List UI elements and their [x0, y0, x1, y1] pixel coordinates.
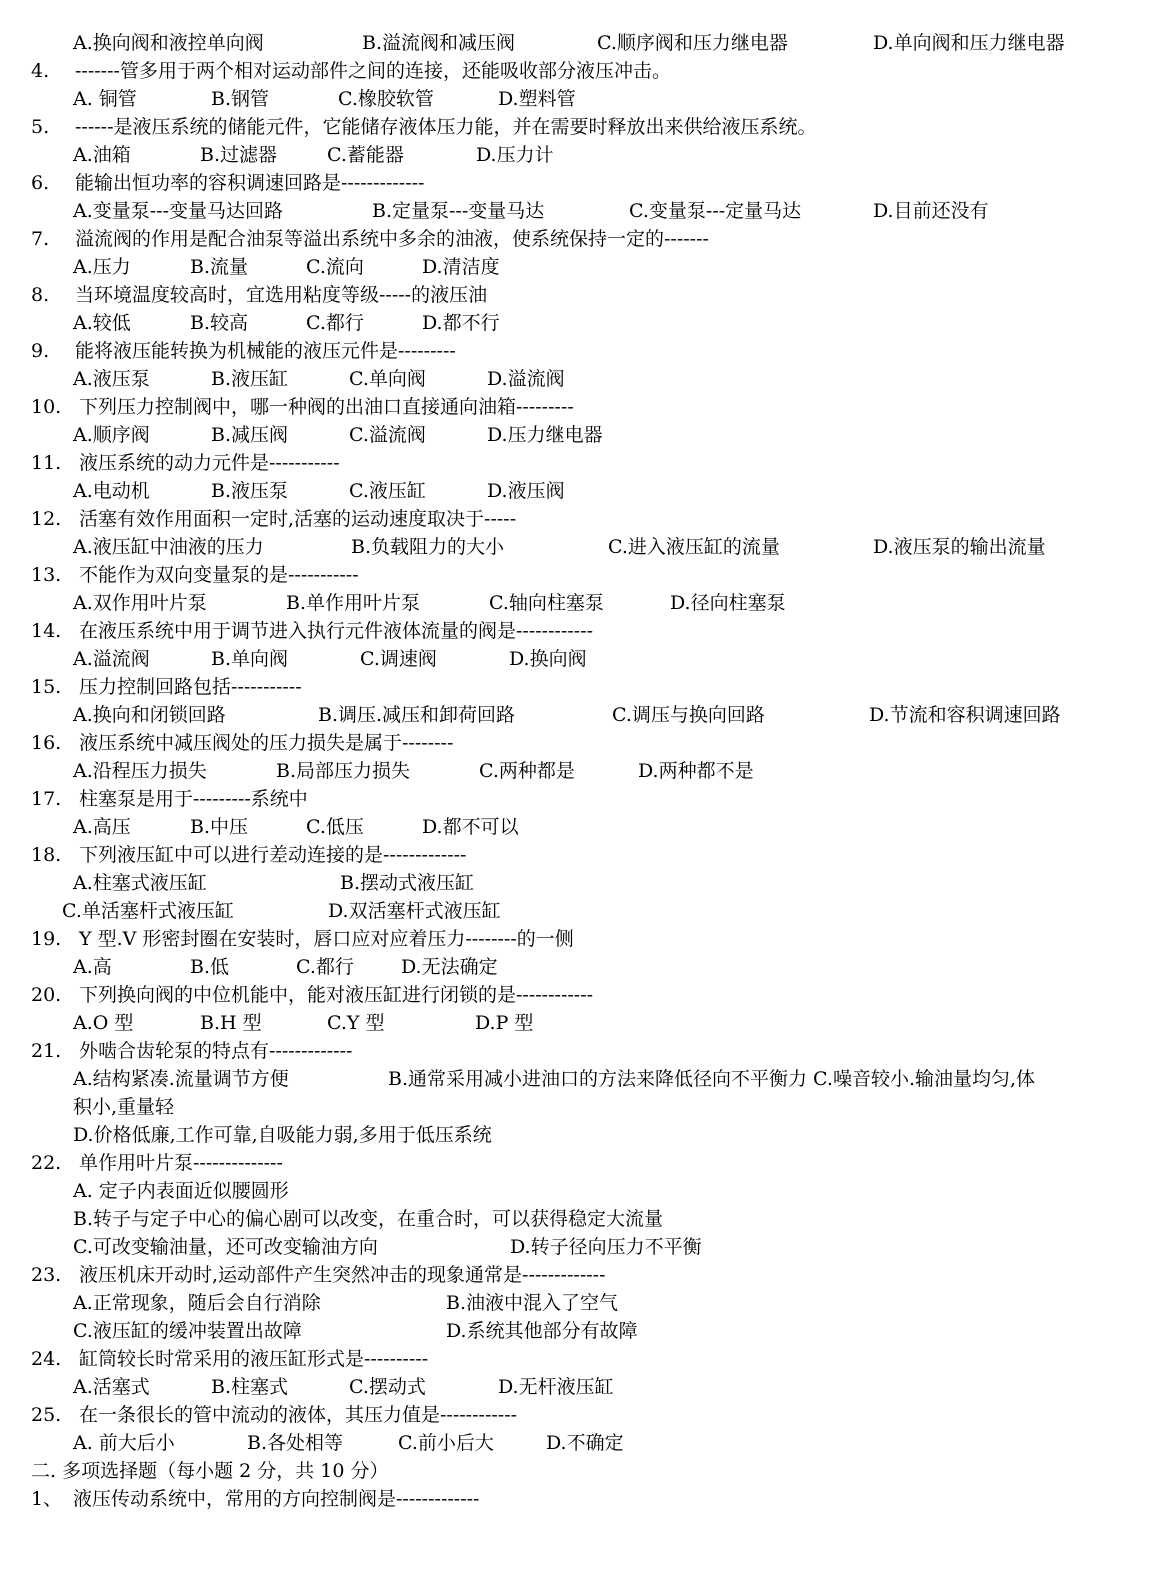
option-b: B.溢流阀和减压阀 — [362, 32, 516, 54]
question-stem: 缸筒较长时常采用的液压缸形式是---------- — [79, 1348, 429, 1370]
option-b: B.中压 — [190, 816, 249, 838]
option-b: B.低 — [190, 956, 230, 978]
option-c-continued: 积小,重量轻 — [73, 1096, 175, 1118]
option-a: A.结构紧凑.流量调节方便 — [73, 1068, 289, 1090]
option-a: A.液压缸中油液的压力 — [73, 536, 264, 558]
question-number: 14. — [31, 620, 62, 642]
question-23-options-row-1 — [0, 1289, 1152, 1317]
question-21 — [31, 1037, 352, 1065]
option-a: A.压力 — [73, 256, 131, 278]
question-stem: 当环境温度较高时，宜选用粘度等级-----的液压油 — [75, 284, 488, 306]
option-c: C.橡胶软管 — [338, 88, 434, 110]
question-number: 15. — [31, 676, 62, 698]
question-13 — [31, 561, 359, 589]
question-11-options — [0, 477, 1152, 505]
question-stem: 下列压力控制阀中，哪一种阀的出油口直接通向油箱--------- — [79, 396, 574, 418]
option-a: A.溢流阀 — [73, 648, 150, 670]
question-17 — [31, 785, 308, 813]
option-c: C.可改变输油量，还可改变输油方向 — [73, 1236, 378, 1258]
option-b-and-c: B.通常采用减小进油口的方法来降低径向不平衡力 C.噪音较小.输油量均匀,体 — [388, 1068, 1036, 1090]
question-stem: 能输出恒功率的容积调速回路是------------- — [75, 172, 425, 194]
question-20 — [31, 981, 593, 1009]
option-a: A. 定子内表面近似腰圆形 — [73, 1180, 289, 1202]
question-number: 22. — [31, 1152, 62, 1174]
option-d: D.压力计 — [476, 144, 554, 166]
option-d: D.单向阀和压力继电器 — [873, 32, 1065, 54]
question-5 — [31, 113, 817, 141]
question-6-options — [0, 197, 1152, 225]
question-number: 4. — [31, 60, 50, 82]
option-d: D.塑料管 — [498, 88, 576, 110]
option-d: D.换向阀 — [509, 648, 587, 670]
option-d: D.径向柱塞泵 — [670, 592, 786, 614]
option-c: C.前小后大 — [398, 1432, 494, 1454]
option-c: C.液压缸 — [349, 480, 426, 502]
section-heading: 二. 多项选择题（每小题 2 分，共 10 分） — [31, 1460, 389, 1482]
option-a: A.变量泵---变量马达回路 — [73, 200, 284, 222]
option-a: A.双作用叶片泵 — [73, 592, 207, 614]
option-a: A.较低 — [73, 312, 131, 334]
question-10 — [31, 393, 574, 421]
option-d: D.都不可以 — [422, 816, 519, 838]
option-d: D.无法确定 — [401, 956, 498, 978]
section-2-question-1 — [31, 1485, 479, 1513]
question-15-options — [0, 701, 1152, 729]
question-16-options — [0, 757, 1152, 785]
question-number: 11. — [31, 452, 62, 474]
question-18-options-row-2 — [0, 897, 1152, 925]
question-number: 20. — [31, 984, 62, 1006]
question-25-options — [0, 1429, 1152, 1457]
question-24 — [31, 1345, 428, 1373]
question-number: 1、 — [31, 1488, 63, 1510]
option-b: B.液压缸 — [211, 368, 289, 390]
question-10-options — [0, 421, 1152, 449]
option-d: D.液压泵的输出流量 — [873, 536, 1046, 558]
question-stem: 下列换向阀的中位机能中，能对液压缸进行闭锁的是------------ — [79, 984, 594, 1006]
option-c: C.液压缸的缓冲装置出故障 — [73, 1320, 302, 1342]
option-a: A.沿程压力损失 — [73, 760, 207, 782]
option-c: C.溢流阀 — [349, 424, 426, 446]
option-a: A.换向和闭锁回路 — [73, 704, 226, 726]
option-a: A.O 型 — [73, 1012, 134, 1034]
question-stem: 液压系统的动力元件是----------- — [79, 452, 340, 474]
option-c: C.低压 — [306, 816, 364, 838]
question-stem: 不能作为双向变量泵的是----------- — [79, 564, 359, 586]
option-b: B.各处相等 — [247, 1432, 344, 1454]
option-d: D.转子径向压力不平衡 — [510, 1236, 702, 1258]
option-d: D.不确定 — [546, 1432, 624, 1454]
option-b: B.钢管 — [211, 88, 270, 110]
question-number: 10. — [31, 396, 62, 418]
option-a: A.电动机 — [73, 480, 150, 502]
option-a: A.换向阀和液控单向阀 — [73, 32, 264, 54]
option-c: C.两种都是 — [479, 760, 575, 782]
question-stem: 柱塞泵是用于---------系统中 — [79, 788, 308, 810]
option-b: B.H 型 — [200, 1012, 262, 1034]
question-7 — [31, 225, 709, 253]
option-a: A.高压 — [73, 816, 131, 838]
option-d: D.目前还没有 — [873, 200, 989, 222]
option-b: B.定量泵---变量马达 — [372, 200, 545, 222]
option-b: B.负载阻力的大小 — [351, 536, 505, 558]
option-b: B.转子与定子中心的偏心剧可以改变，在重合时，可以获得稳定大流量 — [73, 1208, 664, 1230]
question-8 — [31, 281, 487, 309]
option-d: D.P 型 — [475, 1012, 534, 1034]
question-4 — [31, 57, 671, 85]
option-b: B.摆动式液压缸 — [340, 872, 475, 894]
question-number: 18. — [31, 844, 62, 866]
option-a: A.正常现象，随后会自行消除 — [73, 1292, 321, 1314]
question-stem: 液压传动系统中，常用的方向控制阀是------------- — [73, 1488, 480, 1510]
option-d: D.系统其他部分有故障 — [446, 1320, 638, 1342]
question-19-options — [0, 953, 1152, 981]
question-stem: 能将液压能转换为机械能的液压元件是--------- — [75, 340, 456, 362]
option-b: B.流量 — [190, 256, 249, 278]
question-7-options — [0, 253, 1152, 281]
option-b: B.油液中混入了空气 — [446, 1292, 619, 1314]
question-number: 5. — [31, 116, 50, 138]
option-b: B.单作用叶片泵 — [286, 592, 421, 614]
question-4-options — [0, 85, 1152, 113]
option-c: C.单向阀 — [349, 368, 426, 390]
question-number: 6. — [31, 172, 50, 194]
option-a: A. 前大后小 — [73, 1432, 175, 1454]
option-b: B.局部压力损失 — [276, 760, 411, 782]
option-d: D.压力继电器 — [487, 424, 603, 446]
question-6 — [31, 169, 424, 197]
question-number: 24. — [31, 1348, 62, 1370]
question-20-options — [0, 1009, 1152, 1037]
question-8-options — [0, 309, 1152, 337]
question-number: 12. — [31, 508, 62, 530]
option-c: C.轴向柱塞泵 — [489, 592, 604, 614]
option-a: A.活塞式 — [73, 1376, 150, 1398]
question-22-options-row-3 — [0, 1233, 1152, 1261]
option-b: B.过滤器 — [200, 144, 278, 166]
question-stem: 液压系统中减压阀处的压力损失是属于-------- — [79, 732, 454, 754]
option-c: C.调速阀 — [360, 648, 437, 670]
question-14 — [31, 617, 593, 645]
option-c: C.变量泵---定量马达 — [629, 200, 802, 222]
option-a: A.柱塞式液压缸 — [73, 872, 207, 894]
option-c: C.Y 型 — [327, 1012, 385, 1034]
option-c: C.调压与换向回路 — [612, 704, 765, 726]
question-stem: 外啮合齿轮泵的特点有------------- — [79, 1040, 353, 1062]
question-stem: ------是液压系统的储能元件，它能储存液体压力能，并在需要时释放出来供给液压系统。 — [75, 116, 817, 138]
option-d: D.都不行 — [422, 312, 500, 334]
option-a: A.液压泵 — [73, 368, 150, 390]
question-number: 23. — [31, 1264, 62, 1286]
question-3-options — [0, 29, 1152, 57]
option-d: D.清洁度 — [422, 256, 500, 278]
option-c: C.摆动式 — [349, 1376, 426, 1398]
option-d: D.双活塞杆式液压缸 — [328, 900, 501, 922]
question-9-options — [0, 365, 1152, 393]
question-stem: 活塞有效作用面积一定时,活塞的运动速度取决于----- — [79, 508, 517, 530]
option-b: B.单向阀 — [211, 648, 289, 670]
question-14-options — [0, 645, 1152, 673]
question-23 — [31, 1261, 606, 1289]
option-c: C.都行 — [296, 956, 354, 978]
option-c: C.单活塞杆式液压缸 — [62, 900, 234, 922]
question-18-options-row-1 — [0, 869, 1152, 897]
question-number: 13. — [31, 564, 62, 586]
question-12-options — [0, 533, 1152, 561]
option-d: D.价格低廉,工作可靠,自吸能力弱,多用于低压系统 — [73, 1124, 492, 1146]
question-stem: 液压机床开动时,运动部件产生突然冲击的现象通常是------------- — [79, 1264, 606, 1286]
question-number: 8. — [31, 284, 50, 306]
option-b: B.减压阀 — [211, 424, 289, 446]
question-25 — [31, 1401, 517, 1429]
question-18 — [31, 841, 466, 869]
option-d: D.无杆液压缸 — [498, 1376, 614, 1398]
option-b: B.调压.减压和卸荷回路 — [318, 704, 516, 726]
question-stem: 压力控制回路包括----------- — [79, 676, 302, 698]
question-stem: 下列液压缸中可以进行差动连接的是------------- — [79, 844, 467, 866]
option-a: A.顺序阀 — [73, 424, 150, 446]
question-24-options — [0, 1373, 1152, 1401]
question-stem: -------管多用于两个相对运动部件之间的连接，还能吸收部分液压冲击。 — [75, 60, 671, 82]
option-d: D.液压阀 — [487, 480, 565, 502]
question-number: 16. — [31, 732, 62, 754]
question-number: 25. — [31, 1404, 62, 1426]
option-c: C.蓄能器 — [327, 144, 404, 166]
option-c: C.都行 — [306, 312, 364, 334]
option-b: B.柱塞式 — [211, 1376, 289, 1398]
option-c: C.进入液压缸的流量 — [608, 536, 780, 558]
question-number: 17. — [31, 788, 62, 810]
question-stem: 单作用叶片泵-------------- — [79, 1152, 283, 1174]
question-number: 19. — [31, 928, 62, 950]
question-stem: 溢流阀的作用是配合油泵等溢出系统中多余的油液，使系统保持一定的------- — [75, 228, 709, 250]
question-23-options-row-2 — [0, 1317, 1152, 1345]
question-17-options — [0, 813, 1152, 841]
question-stem: 在液压系统中用于调节进入执行元件液体流量的阀是------------ — [79, 620, 594, 642]
option-c: C.顺序阀和压力继电器 — [597, 32, 788, 54]
option-a: A.油箱 — [73, 144, 131, 166]
question-12 — [31, 505, 516, 533]
option-c: C.流向 — [306, 256, 364, 278]
question-15 — [31, 673, 302, 701]
option-b: B.较高 — [190, 312, 249, 334]
question-number: 9. — [31, 340, 50, 362]
option-d: D.溢流阀 — [487, 368, 565, 390]
question-number: 21. — [31, 1040, 62, 1062]
option-b: B.液压泵 — [211, 480, 289, 502]
question-22 — [31, 1149, 283, 1177]
question-13-options — [0, 589, 1152, 617]
question-9 — [31, 337, 456, 365]
question-21-options-row-1 — [0, 1065, 1152, 1093]
option-d: D.两种都不是 — [638, 760, 754, 782]
option-d: D.节流和容积调速回路 — [869, 704, 1061, 726]
question-stem: Y 型.V 形密封圈在安装时，唇口应对应着压力--------的一侧 — [79, 928, 574, 950]
question-5-options — [0, 141, 1152, 169]
question-19 — [31, 925, 574, 953]
question-16 — [31, 729, 453, 757]
question-number: 7. — [31, 228, 50, 250]
question-stem: 在一条很长的管中流动的液体，其压力值是------------ — [79, 1404, 518, 1426]
question-11 — [31, 449, 340, 477]
option-a: A.高 — [73, 956, 112, 978]
option-a: A. 铜管 — [73, 88, 137, 110]
